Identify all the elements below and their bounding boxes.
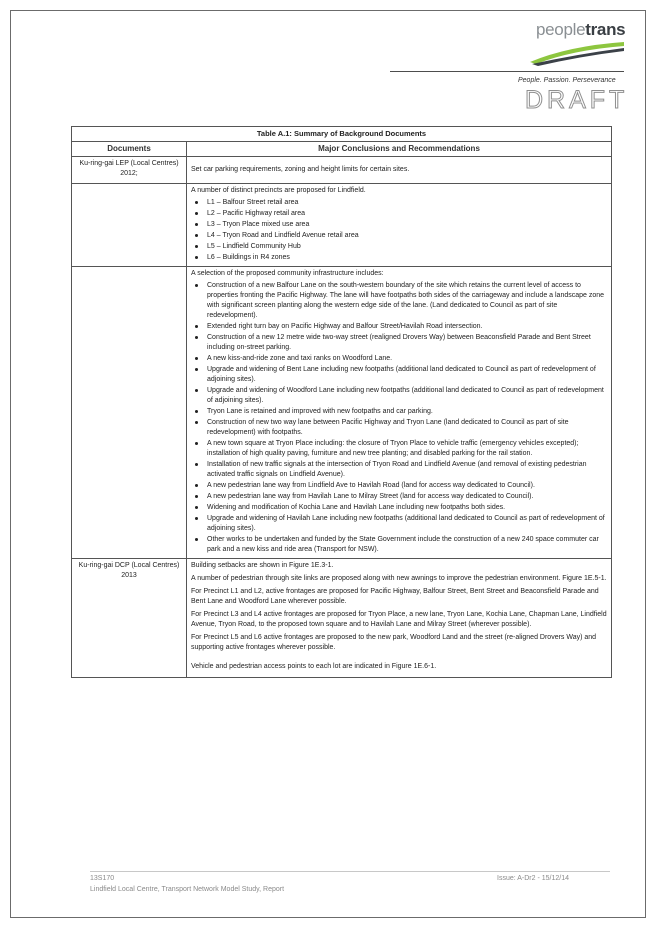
list-item: A new pedestrian lane way from Havilah Lane to Milray Street (land for access way dedicated to Council). [207,492,607,502]
table-row [72,184,612,267]
conclusion-cell [187,267,612,559]
table-caption: Table A.1: Summary of Background Documents [72,127,612,142]
footer-rule [90,871,610,872]
cell-intro: A number of distinct precincts are proposed for Lindfield. [191,187,366,194]
list-item: L2 – Pacific Highway retail area [207,209,607,219]
logo-swoosh-icon [528,40,626,66]
logo-text-plain: people [536,20,586,39]
conclusion-cell: Set car parking requirements, zoning and height limits for certain sites. [187,157,612,184]
paragraph: For Precinct L5 and L6 active frontages are proposed to the new park, Woodford Land and the street (re-aligned Drovers Way) and supporting active frontages wherever possible. [191,634,597,651]
logo-text-bold: trans [585,20,626,39]
tagline: People. Passion. Perseverance [518,77,616,84]
footer-project-code: 13S170 [90,875,115,882]
footer-report-title: Lindfield Local Centre, Transport Network Model Study, Report [90,886,285,893]
list-item: Extended right turn bay on Pacific Highway and Balfour Street/Havilah Road intersection. [207,322,607,332]
list-item: L3 – Tryon Place mixed use area [207,220,607,230]
header-rule [390,71,624,72]
table-row [72,267,612,559]
conclusion-cell [187,184,612,267]
list-item: Construction of a new 12 metre wide two-way street (realigned Drovers Way) between Beaconsfield Parade and Bent Street including on-street parking. [207,333,607,353]
list-item: Construction of a new Balfour Lane on the south-western boundary of the site which retains the current level of access to properties fronting the Pacific Highway. The lane will have footpaths both sides of the carriageway and include a landscape zone with significant screen planting along the western edge side of the lane. (Land dedicated to Council as part of site redevelopment). [207,281,607,321]
document-cell [72,267,187,559]
list-item: Upgrade and widening of Havilah Lane including new footpaths (additional land dedicated to Council as part of redevelopment of adjoining sites). [207,514,607,534]
footer-issue: Issue: A-Dr2 - 15/12/14 [497,875,569,882]
document-cell [72,184,187,267]
conclusion-cell [187,559,612,678]
document-cell: Ku-ring-gai LEP (Local Centres) 2012; [72,157,187,184]
list-item: L4 – Tryon Road and Lindfield Avenue retail area [207,231,607,241]
list-item: A new pedestrian lane way from Lindfield Ave to Havilah Road (land for access way dedicated to Council). [207,481,607,491]
document-cell: Ku-ring-gai DCP (Local Centres) 2013 [72,559,187,678]
infrastructure-list [191,281,607,555]
draft-watermark: DRAFT [525,86,629,114]
background-documents-table [71,126,612,678]
list-item: L5 – Lindfield Community Hub [207,242,607,252]
table-header-row [72,142,612,157]
table-row [72,157,612,184]
list-item: Widening and modification of Kochia Lane and Havilah Lane including new footpaths both sides. [207,503,607,513]
paragraph: Building setbacks are shown in Figure 1E.3-1. [191,562,334,569]
cell-intro: A selection of the proposed community infrastructure includes: [191,270,384,277]
paragraph: For Precinct L3 and L4 active frontages are proposed for Tryon Place, a new lane, Tryon Lane, Kochia Lane, Chapman Lane, Lindfield Avenue, Tryon Road, to the proposed town square and to Havilah Lane and Milray Street (wherever possible). [191,611,607,628]
column-header-documents: Documents [72,142,187,157]
paragraph: A number of pedestrian through site links are proposed along with new awnings to improve the pedestrian environment. Figure 1E.5-1. [191,575,607,582]
list-item: Upgrade and widening of Woodford Lane including new footpaths (additional land dedicated to Council as part of redevelopment of adjoining sites). [207,386,607,406]
paragraph: For Precinct L1 and L2, active frontages are proposed for Pacific Highway, Balfour Street, Bent Street and Beaconsfield Parade and Bent Lane and Woodford Lane wherever possible. [191,588,599,605]
paragraph: Vehicle and pedestrian access points to each lot are indicated in Figure 1E.6-1. [191,663,437,670]
list-item: Upgrade and widening of Bent Lane including new footpaths (additional land dedicated to Council as part of redevelopment of adjoining sites). [207,365,607,385]
precinct-list [191,198,607,263]
list-item: Construction of new two way lane between Pacific Highway and Tryon Lane (land dedicated to Council as part of site redevelopment) with footpaths. [207,418,607,438]
list-item: L1 – Balfour Street retail area [207,198,607,208]
list-item: Other works to be undertaken and funded by the State Government include the construction of a new 240 space commuter car park and a new kiss and ride area (Transport for NSW). [207,535,607,555]
list-item: A new kiss-and-ride zone and taxi ranks on Woodford Lane. [207,354,607,364]
list-item: Tryon Lane is retained and improved with new footpaths and car parking. [207,407,607,417]
list-item: Installation of new traffic signals at the intersection of Tryon Road and Lindfield Avenue (and removal of existing pedestrian activated traffic signals on Lindfield Avenue). [207,460,607,480]
list-item: L6 – Buildings in R4 zones [207,253,607,263]
table-caption-row [72,127,612,142]
column-header-conclusions: Major Conclusions and Recommendations [187,142,612,157]
list-item: A new town square at Tryon Place including: the closure of Tryon Place to vehicle traffic (emergency vehicles excepted); installation of high quality paving, furniture and new tree planting; and disabled parking for the rail station. [207,439,607,459]
table-row [72,559,612,678]
